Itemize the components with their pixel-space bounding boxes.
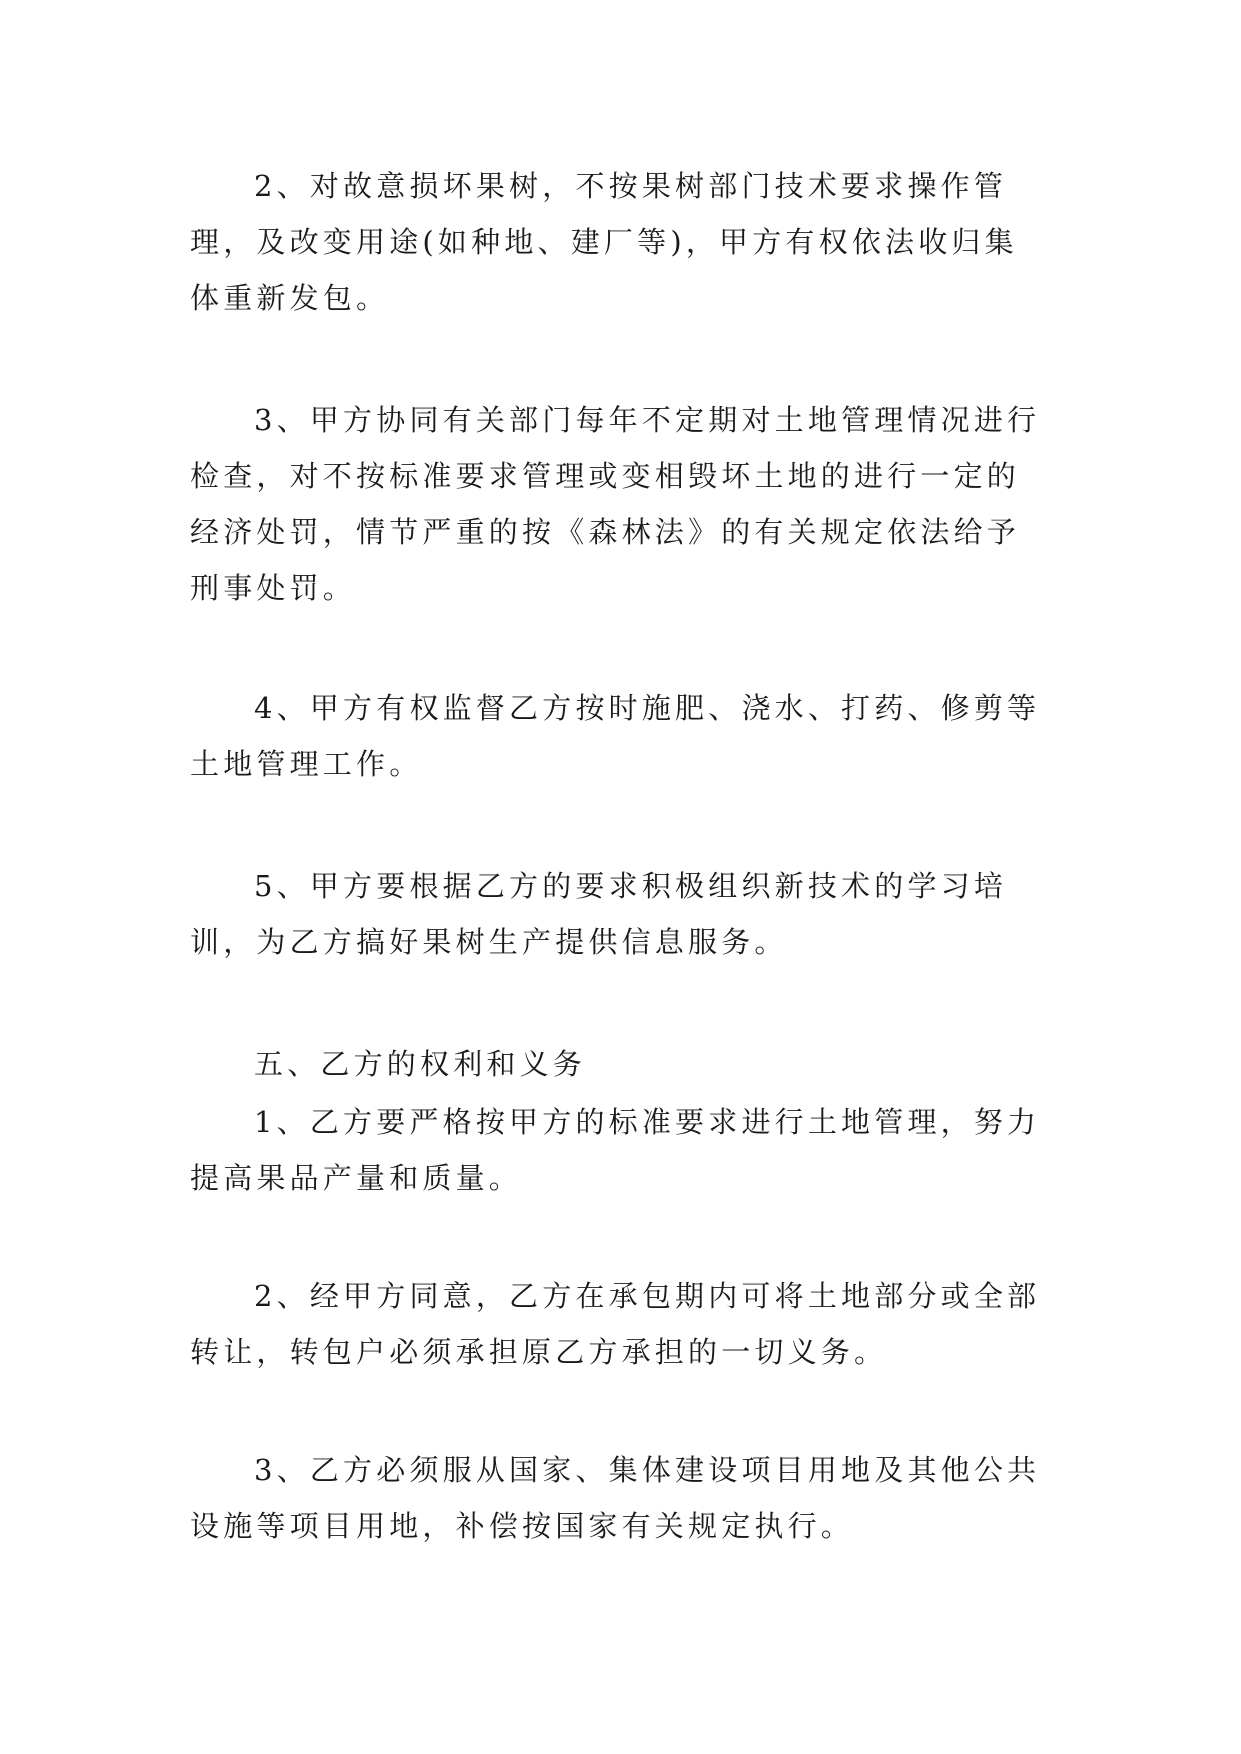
paragraph-party-b-clause-3: 3、乙方必须服从国家、集体建设项目用地及其他公共设施等项目用地，补偿按国家有关规定执行。: [190, 1453, 1041, 1543]
paragraph-clause-4: 4、甲方有权监督乙方按时施肥、浇水、打药、修剪等土地管理工作。: [190, 691, 1041, 781]
paragraph-clause-5: 5、甲方要根据乙方的要求积极组织新技术的学习培训，为乙方搞好果树生产提供信息服务。: [190, 869, 1008, 959]
paragraph-party-b-clause-2: 2、经甲方同意，乙方在承包期内可将土地部分或全部转让，转包户必须承担原乙方承担的一切义务。: [190, 1279, 1041, 1369]
section-heading: 五、乙方的权利和义务: [254, 1047, 587, 1081]
paragraph-clause-3: 3、甲方协同有关部门每年不定期对土地管理情况进行检查，对不按标准要求管理或变相毁坏土地的进行一定的经济处罚，情节严重的按《森林法》的有关规定依法给予刑事处罚。: [190, 403, 1041, 605]
paragraph-clause-2: 2、对故意损坏果树，不按果树部门技术要求操作管理，及改变用途(如种地、建厂等)，甲方有权依法收归集体重新发包。: [190, 169, 1018, 315]
paragraph-party-b-clause-1: 1、乙方要严格按甲方的标准要求进行土地管理，努力提高果品产量和质量。: [190, 1105, 1041, 1195]
